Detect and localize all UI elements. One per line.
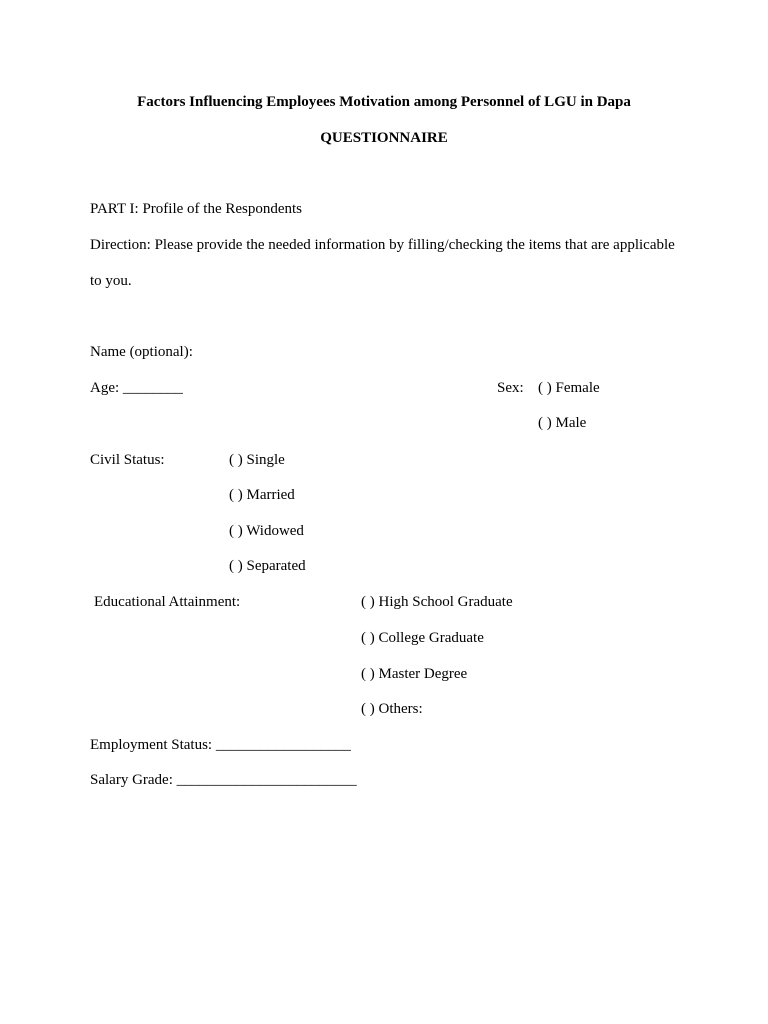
education-option-college: ( ) College Graduate (361, 630, 484, 646)
education-option-others: ( ) Others: (361, 701, 423, 717)
sex-label: Sex: (497, 380, 524, 396)
civil-status-option-single: ( ) Single (229, 452, 285, 468)
part-heading: PART I: Profile of the Respondents (90, 201, 303, 217)
education-label: Educational Attainment: (94, 594, 241, 610)
sex-option-male: ( ) Male (538, 415, 587, 431)
sex-option-female: ( ) Female (538, 380, 600, 396)
direction-line-2: to you. (90, 273, 132, 289)
civil-status-option-separated: ( ) Separated (229, 558, 306, 574)
civil-status-label: Civil Status: (90, 452, 165, 468)
civil-status-option-married: ( ) Married (229, 487, 295, 503)
employment-status-field: Employment Status: __________________ (90, 737, 351, 753)
education-option-high-school: ( ) High School Graduate (361, 594, 513, 610)
direction-line-1: Direction: Please provide the needed information by filling/checking the items that are applicable (90, 237, 675, 253)
age-field: Age: ________ (90, 380, 183, 396)
civil-status-option-widowed: ( ) Widowed (229, 523, 304, 539)
document-title: Factors Influencing Employees Motivation among Personnel of LGU in Dapa (137, 94, 631, 110)
document-subtitle: QUESTIONNAIRE (320, 130, 448, 146)
salary-grade-field: Salary Grade: ________________________ (90, 772, 357, 788)
name-label: Name (optional): (90, 344, 193, 360)
education-option-master: ( ) Master Degree (361, 666, 468, 682)
